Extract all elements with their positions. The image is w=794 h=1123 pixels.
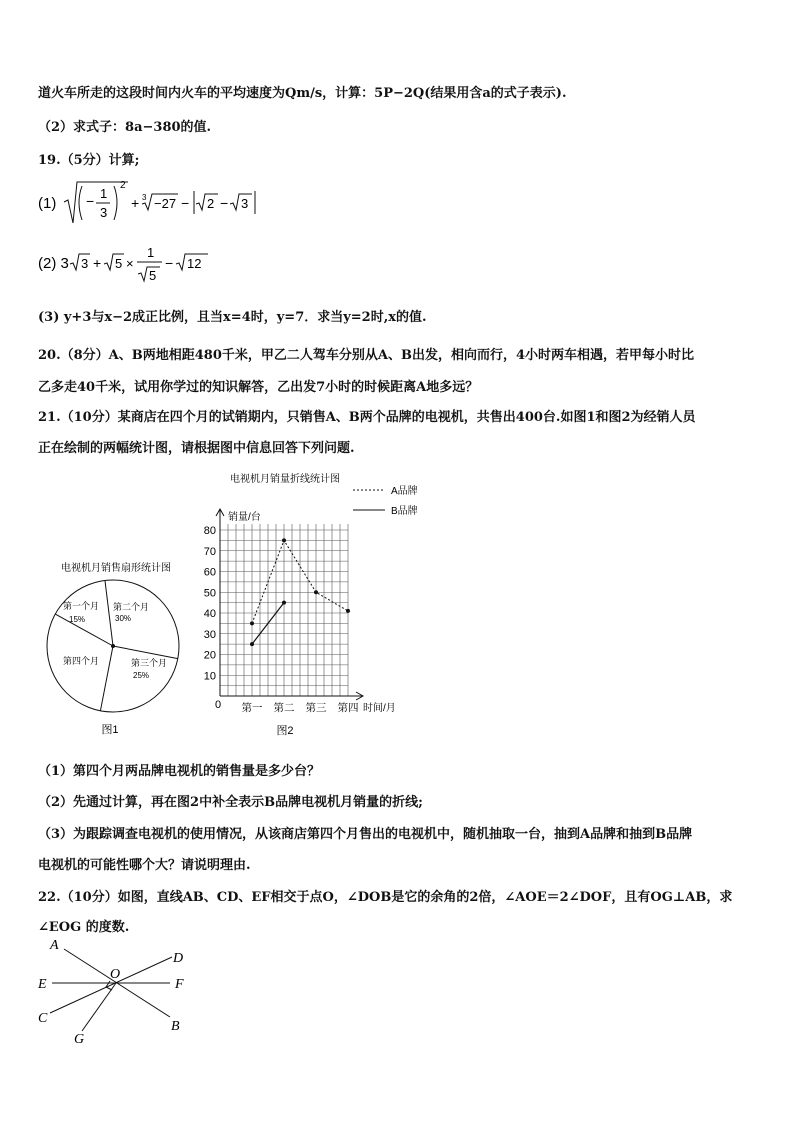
series-point-a (282, 538, 286, 542)
expr2-label: (2) 3 (38, 255, 69, 272)
expr2-root1: 3 (81, 256, 89, 271)
expr1-root2: 3 (241, 196, 249, 211)
q18-continue-text: 道火车所走的这段时间内火车的平均速度为Qm/s，计算：5P−2Q(结果用含a的式子表示). (38, 86, 567, 101)
pie-slice-boundary (113, 646, 178, 659)
q19-expression-2 (38, 240, 258, 290)
label-g: G (74, 1032, 85, 1047)
pie-caption: 图1 (101, 724, 119, 736)
q19-expression-2-svg (38, 240, 258, 290)
x-tick-label: 第一 (241, 702, 263, 714)
expr2-num: 1 (147, 245, 155, 260)
label-d: D (173, 951, 184, 966)
expr1-label: (1) (38, 195, 57, 212)
q19-title: 19.（5分）计算; (38, 153, 140, 168)
expr1-minus: − (181, 195, 190, 211)
line-chart-legend (353, 484, 418, 517)
pie-slice-label: 第二个月 (113, 602, 150, 612)
expr1-mid-minus: − (220, 195, 229, 211)
q21-part3-text-2: 电视机的可能性哪个大？请说明理由. (38, 858, 251, 873)
pie-slice-boundary (100, 646, 113, 711)
y-tick-label: 80 (203, 525, 216, 537)
line-chart-xlabel: 时间/月 (363, 703, 396, 714)
y-tick-label: 30 (203, 628, 216, 641)
q20-text-1: 20.（8分）A、B两地相距480千米，甲乙二人驾车分别从A、B出发，相向而行，4小时两车相遇，若甲每小时比 (38, 348, 694, 363)
expr2-times: × (126, 256, 134, 271)
pie-slice-percent: 30% (115, 614, 132, 623)
series-point-b (282, 601, 286, 605)
x-tick-label: 第四 (337, 702, 359, 714)
expr1-exp: 2 (120, 180, 126, 191)
pie-slice-label: 第一个月 (63, 601, 100, 611)
q21-part2-text: （2）先通过计算，再在图2中补全表示B品牌电视机月销量的折线; (38, 795, 423, 810)
pie-slice-label: 第四个月 (63, 656, 100, 666)
pie-slice-percent: 25% (133, 671, 150, 680)
expr1-root1: 2 (207, 196, 215, 211)
q22-text-1: 22.（10分）如图，直线AB、CD、EF相交于点O，∠DOB是它的余角的2倍，∠AOE＝2∠DOF，且有OG⊥AB，求 (38, 890, 733, 905)
pie-slice-percent: 15% (69, 615, 86, 624)
line-cd (50, 957, 172, 1013)
pie-figure (40, 555, 200, 740)
y-tick-label: 40 (203, 608, 216, 620)
expr2-plus: + (93, 255, 102, 271)
y-tick-label: 50 (203, 587, 216, 600)
q21-part3-text-1: （3）为跟踪调查电视机的使用情况，从该商店第四个月售出的电视机中，随机抽取一台，抽到A品牌和抽到B品牌 (38, 827, 693, 842)
line-chart-caption: 图2 (276, 725, 294, 737)
y-tick-label: 20 (203, 649, 216, 662)
y-tick-label: 60 (203, 566, 216, 579)
label-b: B (171, 1019, 180, 1034)
label-a: A (50, 938, 59, 953)
pie-slice-label: 第三个月 (131, 658, 168, 668)
line-chart-figure (195, 466, 440, 741)
expr1-num: 1 (100, 186, 108, 201)
pie-chart (47, 580, 179, 712)
expr1-neg: − (86, 193, 95, 209)
line-chart-ylabel: 销量/台 (228, 512, 261, 523)
legend-label: A品牌 (391, 486, 418, 497)
expr1-den: 3 (100, 205, 108, 220)
expr1-plus: + (131, 195, 140, 211)
expr1-cube-index: 3 (142, 193, 147, 202)
series-point-a (346, 609, 350, 613)
line-chart-title: 电视机月销量折线统计图 (230, 474, 340, 485)
x-tick-label: 第二 (273, 702, 295, 714)
q22-text-2: ∠EOG 的度数. (38, 920, 130, 935)
expr2-root3: 12 (187, 256, 202, 271)
q18-part2-text: （2）求式子：8a−380的值. (38, 120, 212, 135)
series-point-a (314, 590, 318, 594)
y-tick-label: 70 (203, 545, 216, 558)
expr2-minus: − (165, 255, 174, 271)
q19-expression-1-svg (38, 176, 298, 228)
q20-text-2: 乙多走40千米，试用你学过的知识解答，乙出发7小时的时候距离A地多远？ (38, 380, 479, 395)
x-tick-label: 第三 (305, 702, 327, 714)
pie-slice-boundary (105, 580, 113, 646)
q21-text-2: 正在绘制的两幅统计图，请根据图中信息回答下列问题. (38, 441, 355, 456)
expr1-cube-radicand: −27 (154, 196, 177, 211)
series-point-a (250, 621, 254, 625)
label-f: F (175, 977, 184, 992)
legend-label: B品牌 (391, 506, 418, 517)
q19-part3-text: (3) y+3与x−2成正比例，且当x=4时，y=7．求当y=2时,x的值. (38, 310, 427, 325)
pie-center (111, 644, 115, 648)
q21-part1-text: （1）第四个月两品牌电视机的销售量是多少台？ (38, 764, 321, 779)
y-tick-label: 10 (203, 670, 216, 683)
expr2-den: 5 (149, 268, 157, 283)
series-point-b (250, 642, 254, 646)
q19-expression-1 (38, 176, 298, 228)
line-chart-origin: 0 (215, 699, 222, 711)
pie-title: 电视机月销售扇形统计图 (61, 563, 171, 574)
label-o: O (110, 967, 121, 982)
expr2-root2: 5 (115, 256, 123, 271)
geometry-figure (30, 935, 200, 1050)
label-c: C (38, 1011, 48, 1026)
label-e: E (38, 977, 47, 992)
q21-text-1: 21.（10分）某商店在四个月的试销期内，只销售A、B两个品牌的电视机，共售出400台.如图1和图2为经销人员 (38, 410, 696, 425)
